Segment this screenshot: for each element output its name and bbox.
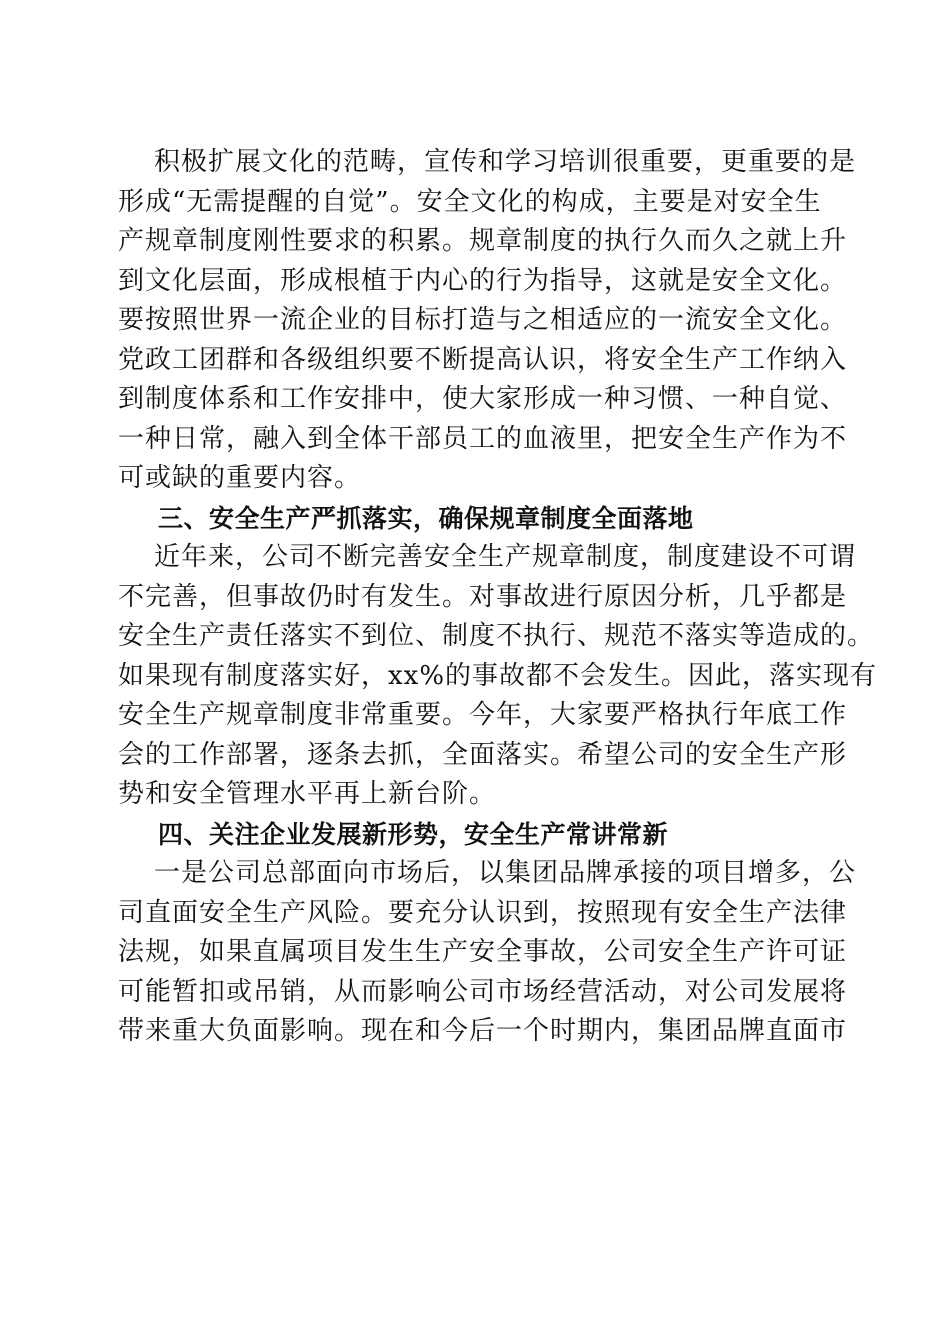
paragraph-line: 会的工作部署，逐条去抓，全面落实。希望公司的安全生产形 [118, 739, 848, 770]
document-body [118, 143, 878, 1052]
paragraph-line: 安全生产规章制度非常重要。今年，大家要严格执行年底工作 [118, 700, 848, 730]
paragraph-line: 司直面安全生产风险。要充分认识到，按照现有安全生产法律 [118, 897, 848, 928]
paragraph-line: 到文化层面，形成根植于内心的行为指导，这就是安全文化。 [118, 265, 848, 296]
paragraph-line: 一种日常，融入到全体干部员工的血液里，把安全生产作为不 [118, 423, 848, 454]
paragraph-line: 带来重大负面影响。现在和今后一个时期内，集团品牌直面市 [118, 1016, 848, 1046]
paragraph-line: 不完善，但事故仍时有发生。对事故进行原因分析，几乎都是 [118, 581, 848, 612]
paragraph-line: 势和安全管理水平再上新台阶。 [118, 779, 497, 809]
paragraph-line: 产规章制度刚性要求的积累。规章制度的执行久而久之就上升 [118, 226, 848, 256]
paragraph-line: 要按照世界一流企业的目标打造与之相适应的一流安全文化。 [118, 305, 848, 335]
section-heading: 四、关注企业发展新形势，安全生产常讲常新 [158, 819, 669, 849]
section-heading: 三、安全生产严抓落实，确保规章制度全面落地 [158, 503, 694, 533]
paragraph-line: 法规，如果直属项目发生生产安全事故，公司安全生产许可证 [118, 937, 848, 967]
paragraph-line: 可或缺的重要内容。 [118, 463, 362, 493]
paragraph-line: 积极扩展文化的范畴，宣传和学习培训很重要，更重要的是 [154, 147, 857, 177]
paragraph-line: 如果现有制度落实好，xx%的事故都不会发生。因此，落实现有 [118, 660, 878, 691]
paragraph-line: 安全生产责任落实不到位、制度不执行、规范不落实等造成的。 [118, 621, 875, 651]
paragraph-line: 形成“无需提醒的自觉”。安全文化的构成，主要是对安全生 [118, 186, 822, 217]
paragraph-line: 近年来，公司不断完善安全生产规章制度，制度建设不可谓 [154, 542, 857, 572]
paragraph-line: 到制度体系和工作安排中，使大家形成一种习惯、一种自觉、 [118, 384, 848, 414]
paragraph-line: 可能暂扣或吊销，从而影响公司市场经营活动，对公司发展将 [118, 976, 848, 1007]
paragraph-line: 党政工团群和各级组织要不断提高认识，将安全生产工作纳入 [118, 344, 848, 375]
paragraph-line: 一是公司总部面向市场后，以集团品牌承接的项目增多，公 [154, 858, 857, 888]
